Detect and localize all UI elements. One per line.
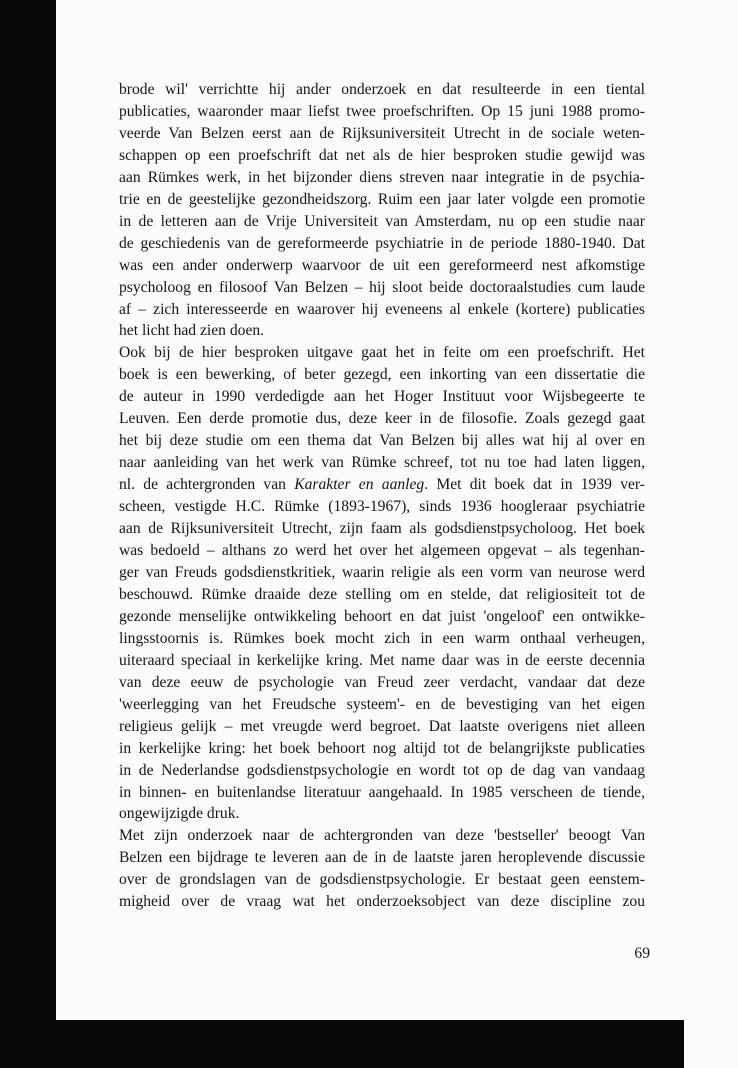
text-line: van deze eeuw de psychologie van Freud zeer verdacht, vandaar dat deze [119, 673, 645, 691]
text-line: in kerkelijke kring: het boek behoort nog altijd tot de belangrijkste publicaties [119, 739, 645, 757]
text-line: in de letteren aan de Vrije Universiteit van Amsterdam, nu op een studie naar [119, 212, 645, 230]
text-line: de geschiedenis van de gereformeerde psychiatrie in de periode 1880-1940. Dat [119, 234, 645, 252]
text-line: in de Nederlandse godsdienstpsychologie en wordt tot op de dag van vandaag [119, 761, 645, 779]
text-line: veerde Van Belzen eerst aan de Rijksuniversiteit Utrecht in de sociale weten- [119, 124, 645, 142]
text-line: was een ander onderwerp waarvoor de uit een gereformeerd nest afkomstige [119, 256, 645, 274]
text-line: het licht had zien doen. [119, 322, 265, 340]
text-line: Ook bij de hier besproken uitgave gaat het in feite om een proefschrift. Het [119, 344, 645, 362]
text-line: ongewijzigde druk. [119, 805, 240, 823]
text-line: brode wil' verrichtte hij ander onderzoek en dat resulteerde in een tiental [119, 81, 645, 98]
text-line: trie en de geestelijke gezondheidszorg. Ruim een jaar later volgde een promotie [119, 190, 645, 208]
text-line: schappen op een proefschrift dat net als de hier besproken studie gewijd was [119, 146, 645, 164]
text-line: religieus gelijk – met vreugde werd begroet. Dat laatste overigens niet alleen [119, 717, 645, 735]
text-line: scheen, vestigde H.C. Rümke (1893-1967), sinds 1936 hoogleraar psychiatrie [119, 498, 645, 516]
text-line: lingsstoornis is. Rümkes boek mocht zich in een warm onthaal verheugen, [119, 629, 645, 647]
text-line: was bedoeld – althans zo werd het over het algemeen opgevat – als tegenhan- [119, 542, 645, 560]
text-line: het bij deze studie om een thema dat Van Belzen bij alles wat hij al over en [119, 432, 645, 450]
text-line: boek is een bewerking, of beter gezegd, een inkorting van een dissertatie die [119, 366, 645, 384]
text-line: Leuven. Een derde promotie dus, deze keer in de filosofie. Zoals gezegd gaat [119, 410, 645, 428]
text-line: psycholoog en filosoof Van Belzen – hij sloot beide doctoraalstudies cum laude [119, 278, 645, 296]
body-text [119, 79, 645, 913]
text-line: over de grondslagen van de godsdienstpsychologie. Er bestaat geen eenstem- [119, 871, 645, 889]
scan-left-edge [0, 0, 56, 1068]
text-line: in binnen- en buitenlandse literatuur aangehaald. In 1985 verscheen de tiende, [119, 783, 645, 801]
text-line: aan de Rijksuniversiteit Utrecht, zijn faam als godsdienstpsycholoog. Het boek [119, 520, 645, 538]
text-line: naar aanleiding van het werk van Rümke schreef, tot nu toe had laten liggen, [119, 454, 645, 472]
text-line: uiteraard speciaal in kerkelijke kring. Met name daar was in de eerste decennia [119, 651, 645, 669]
text-line: migheid over de vraag wat het onderzoeksobject van deze discipline zou [119, 893, 645, 911]
text-line: Belzen een bijdrage te leveren aan de in de laatste jaren heroplevende discussie [119, 849, 645, 867]
text-line: af – zich interesseerde en waarover hij eveneens al enkele (kortere) publicaties [119, 300, 645, 318]
scan-bottom-edge [0, 1020, 684, 1068]
text-line: aan Rümkes werk, in het bijzonder diens streven naar integratie in de psychia- [119, 168, 645, 186]
text-line: gezonde menselijke ontwikkeling behoort en dat juist 'ongeloof' een ontwikke- [119, 607, 645, 625]
page-number: 69 [634, 945, 650, 962]
text-line: publicaties, waaronder maar liefst twee proefschriften. Op 15 juni 1988 promo- [119, 102, 645, 120]
text-line: nl. de achtergronden van Karakter en aanleg. Met dit boek dat in 1939 ver- [119, 476, 645, 494]
text-line: ger van Freuds godsdienstkritiek, waarin religie als een vorm van neurose werd [119, 563, 645, 581]
text-line: 'weerlegging van het Freudsche systeem'- en de bevestiging van het eigen [119, 695, 645, 713]
text-line: beschouwd. Rümke draaide deze stelling om en stelde, dat religiositeit tot de [119, 585, 645, 603]
book-title: Karakter en aanleg [294, 476, 425, 494]
text-line: de auteur in 1990 verdedigde aan het Hoger Instituut voor Wijsbegeerte te [119, 388, 645, 406]
text-line: Met zijn onderzoek naar de achtergronden van deze 'bestseller' beoogt Van [119, 827, 645, 845]
